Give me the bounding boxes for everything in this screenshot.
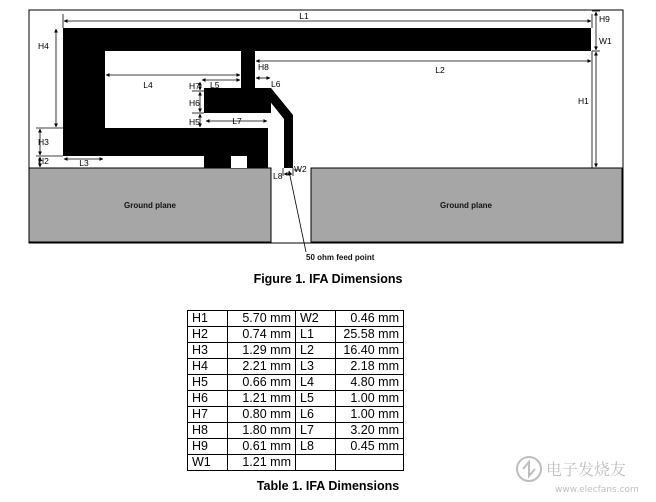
dimension-value: 1.00 mm	[336, 391, 404, 407]
dimension-name: H8	[188, 423, 228, 439]
table-row	[188, 311, 404, 327]
trace-slot	[231, 156, 247, 168]
ground-plane-label-right: Ground plane	[440, 201, 492, 210]
dimension-value: 1.29 mm	[228, 343, 296, 359]
dimension-name: H2	[188, 327, 228, 343]
table-caption: Table 1. IFA Dimensions	[256, 479, 400, 493]
dimension-value: 1.00 mm	[336, 407, 404, 423]
dim-label-h9: H9	[599, 14, 610, 24]
table-row	[188, 439, 404, 455]
dimensions-table-body	[188, 311, 404, 471]
dim-label-h5: H5	[189, 117, 200, 127]
ground-plane-label-left: Ground plane	[124, 201, 176, 210]
dim-label-h6: H6	[189, 98, 200, 108]
dimension-value: 0.80 mm	[228, 407, 296, 423]
dimension-name: H1	[188, 311, 228, 327]
dimension-name: L1	[296, 327, 336, 343]
dimension-name: H3	[188, 343, 228, 359]
dimension-value: 0.74 mm	[228, 327, 296, 343]
dim-label-h2: H2	[38, 156, 49, 166]
table-row	[188, 391, 404, 407]
dimension-value: 0.45 mm	[336, 439, 404, 455]
dimension-value: 25.58 mm	[336, 327, 404, 343]
dim-label-l7: L7	[232, 116, 242, 126]
watermark-url: www.elecfans.com	[555, 485, 639, 495]
dimension-value: 4.80 mm	[336, 375, 404, 391]
dimension-value: 1.21 mm	[228, 391, 296, 407]
dim-label-l6: L6	[271, 79, 281, 89]
dimension-name	[296, 455, 336, 471]
dimension-name: L7	[296, 423, 336, 439]
dimension-name: H9	[188, 439, 228, 455]
dimension-value: 0.66 mm	[228, 375, 296, 391]
figure-caption: Figure 1. IFA Dimensions	[253, 272, 403, 286]
dimension-value: 2.18 mm	[336, 359, 404, 375]
table-row	[188, 423, 404, 439]
dim-label-l5: L5	[210, 80, 220, 90]
dim-label-h1: H1	[578, 96, 589, 106]
dimension-value	[336, 455, 404, 471]
dimension-value: 3.20 mm	[336, 423, 404, 439]
table-row	[188, 455, 404, 471]
dimension-name: H6	[188, 391, 228, 407]
watermark-text: 电子发烧友	[546, 460, 627, 479]
table-row	[188, 327, 404, 343]
dim-label-l8: L8	[273, 171, 283, 181]
dimension-value: 1.21 mm	[228, 455, 296, 471]
dimension-value: 0.46 mm	[336, 311, 404, 327]
feed-point-label: 50 ohm feed point	[306, 253, 375, 262]
dimension-name: L2	[296, 343, 336, 359]
dimension-name: L8	[296, 439, 336, 455]
dimension-name: L4	[296, 375, 336, 391]
dimension-name: W2	[296, 311, 336, 327]
dimension-name: H5	[188, 375, 228, 391]
watermark-logo	[515, 452, 650, 497]
dimension-value: 2.21 mm	[228, 359, 296, 375]
dim-label-l1: L1	[299, 11, 309, 21]
dimensions-table	[187, 310, 404, 471]
dimension-name: H4	[188, 359, 228, 375]
dim-label-l2: L2	[435, 65, 445, 75]
table-row	[188, 359, 404, 375]
dim-label-w2: W2	[294, 164, 307, 174]
dimension-name: L3	[296, 359, 336, 375]
dim-label-l3: L3	[79, 158, 89, 168]
dim-label-h4: H4	[38, 41, 49, 51]
table-row	[188, 375, 404, 391]
dimension-value: 5.70 mm	[228, 311, 296, 327]
dimension-value: 1.80 mm	[228, 423, 296, 439]
dimension-name: W1	[188, 455, 228, 471]
dim-label-w1: W1	[599, 36, 612, 46]
dim-label-h7: H7	[189, 81, 200, 91]
dimension-value: 0.61 mm	[228, 439, 296, 455]
dimension-name: L5	[296, 391, 336, 407]
dimension-name: L6	[296, 407, 336, 423]
dimension-value: 16.40 mm	[336, 343, 404, 359]
table-row	[188, 407, 404, 423]
table-row	[188, 343, 404, 359]
dimension-name: H7	[188, 407, 228, 423]
dim-label-l4: L4	[143, 80, 153, 90]
antenna-trace	[63, 28, 591, 168]
dim-label-h8: H8	[258, 62, 269, 72]
dim-label-h3: H3	[38, 137, 49, 147]
